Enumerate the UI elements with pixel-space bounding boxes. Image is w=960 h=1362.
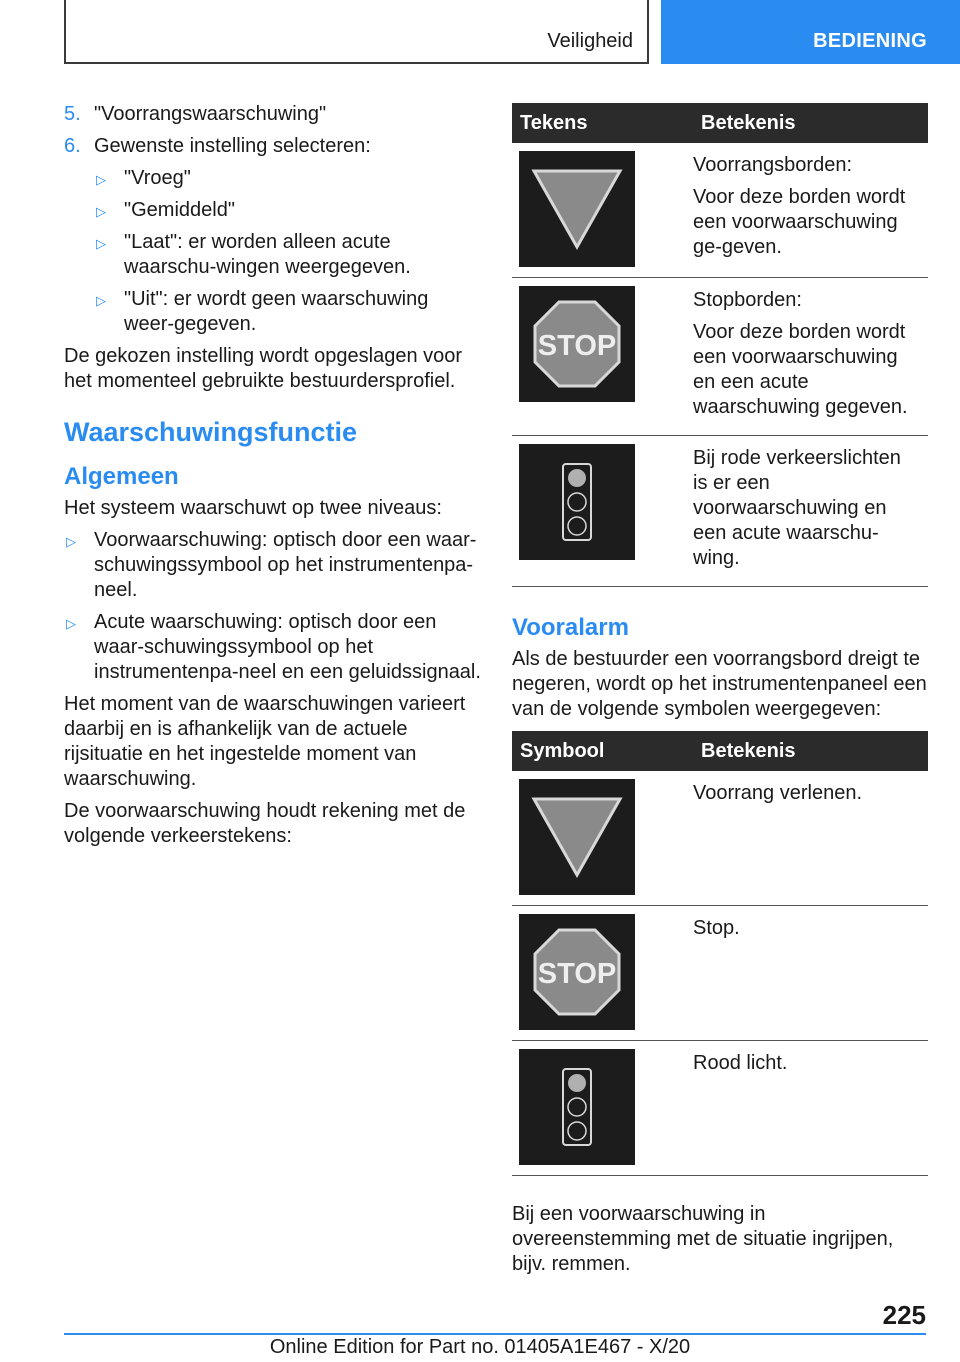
signs-paragraph: De voorwaarschuwing houdt rekening met de volgende verkeerstekens:: [64, 800, 466, 847]
option-item: [94, 198, 482, 223]
section-heading: Waarschuwingsfunctie: [64, 417, 358, 447]
table-header-meaning: Betekenis: [693, 731, 928, 771]
option-text: "Vroeg": [124, 167, 191, 189]
right-column: [512, 103, 928, 1284]
meaning-text: Stop.: [693, 917, 740, 939]
header-chapter-title: BEDIENING: [813, 30, 927, 52]
triangle-bullet-icon: ▷: [66, 534, 76, 549]
prealarm-text: Als de bestuurder een voorrangsbord dreigt te negeren, wordt op het instrumentenpaneel een van de volgende symbolen weergegeven:: [512, 648, 927, 720]
option-item: [94, 287, 482, 337]
step-number: 6.: [64, 135, 81, 157]
meaning-text: Voorrang verlenen.: [693, 782, 863, 804]
step-text: "Voorrangswaarschuwing": [94, 103, 327, 125]
prealarm-heading: Vooralarm: [512, 614, 629, 641]
step-text: Gewenste instelling selecteren:: [94, 135, 371, 157]
left-column: [64, 102, 482, 856]
header-section-box: [64, 0, 649, 64]
subsection-heading: Algemeen: [64, 463, 179, 490]
traffic-light-icon: [519, 444, 635, 560]
footer-edition: Online Edition for Part no. 01405A1E467 - X/20: [269, 1336, 691, 1358]
table-row: [512, 771, 928, 906]
stop-sign-icon: [519, 286, 635, 402]
traffic-light-icon: [519, 1049, 635, 1165]
level-item: [64, 610, 482, 685]
header-chapter-tab: [661, 0, 960, 64]
header-section-title: Veiligheid: [547, 30, 633, 52]
triangle-bullet-icon: ▷: [66, 616, 76, 631]
step-item: [64, 134, 482, 159]
level-text: Acute waarschuwing: optisch door een waar-schuwingssymbool op het instrumentenpa-neel en een geluidssignaal.: [94, 611, 481, 683]
triangle-bullet-icon: ▷: [96, 236, 106, 251]
table-row: [512, 278, 928, 436]
footer-divider: [64, 1333, 926, 1335]
symbols-table: [512, 731, 928, 1176]
triangle-bullet-icon: ▷: [96, 293, 106, 308]
option-item: [94, 230, 482, 280]
table-header-signs: Tekens: [512, 103, 693, 143]
meaning-text: Voor deze borden wordt een voorwaarschuwing en een acute waarschuwing gegeven.: [693, 321, 908, 418]
triangle-bullet-icon: ▷: [96, 204, 106, 219]
timing-paragraph: Het moment van de waarschuwingen varieert daarbij en is afhankelijk van de actuele rijsituatie en het ingestelde moment van waarschuwing.: [64, 693, 466, 790]
signs-table: [512, 103, 928, 587]
option-item: [94, 166, 482, 191]
option-text: "Uit": er wordt geen waarschuwing weer-gegeven.: [124, 288, 429, 335]
stop-sign-label: STOP: [537, 330, 617, 362]
level-item: [64, 528, 482, 603]
option-text: "Gemiddeld": [124, 199, 235, 221]
option-text: "Laat": er worden alleen acute waarschu-wingen weergegeven.: [124, 231, 411, 278]
table-header-symbol: Symbool: [512, 731, 693, 771]
meaning-title: Voorrangsborden:: [693, 154, 853, 176]
meaning-text: Bij rode verkeerslichten is er een voorwaarschuwing en een acute waarschu-wing.: [693, 447, 901, 569]
saved-note: De gekozen instelling wordt opgeslagen voor het momenteel gebruikte bestuurdersprofiel.: [64, 345, 463, 392]
page-number: 225: [882, 1300, 926, 1330]
step-number: 5.: [64, 103, 81, 125]
meaning-text: Rood licht.: [693, 1052, 788, 1074]
yield-sign-icon: [519, 151, 635, 267]
table-row: [512, 906, 928, 1041]
stop-sign-icon: [519, 914, 635, 1030]
closing-text: Bij een voorwaarschuwing in overeenstemming met de situatie ingrijpen, bijv. remmen.: [512, 1203, 894, 1275]
intro-text: Het systeem waarschuwt op twee niveaus:: [64, 497, 442, 519]
triangle-bullet-icon: ▷: [96, 172, 106, 187]
table-row: [512, 143, 928, 278]
table-row: [512, 436, 928, 587]
meaning-title: Stopborden:: [693, 289, 802, 311]
meaning-text: Voor deze borden wordt een voorwaarschuwing ge-geven.: [693, 186, 906, 258]
stop-sign-label: STOP: [537, 958, 617, 990]
step-item: [64, 102, 482, 127]
level-text: Voorwaarschuwing: optisch door een waar-schuwingssymbool op het instrumentenpa-neel.: [94, 529, 477, 601]
table-header-meaning: Betekenis: [693, 103, 928, 143]
table-row: [512, 1041, 928, 1176]
yield-sign-icon: [519, 779, 635, 895]
